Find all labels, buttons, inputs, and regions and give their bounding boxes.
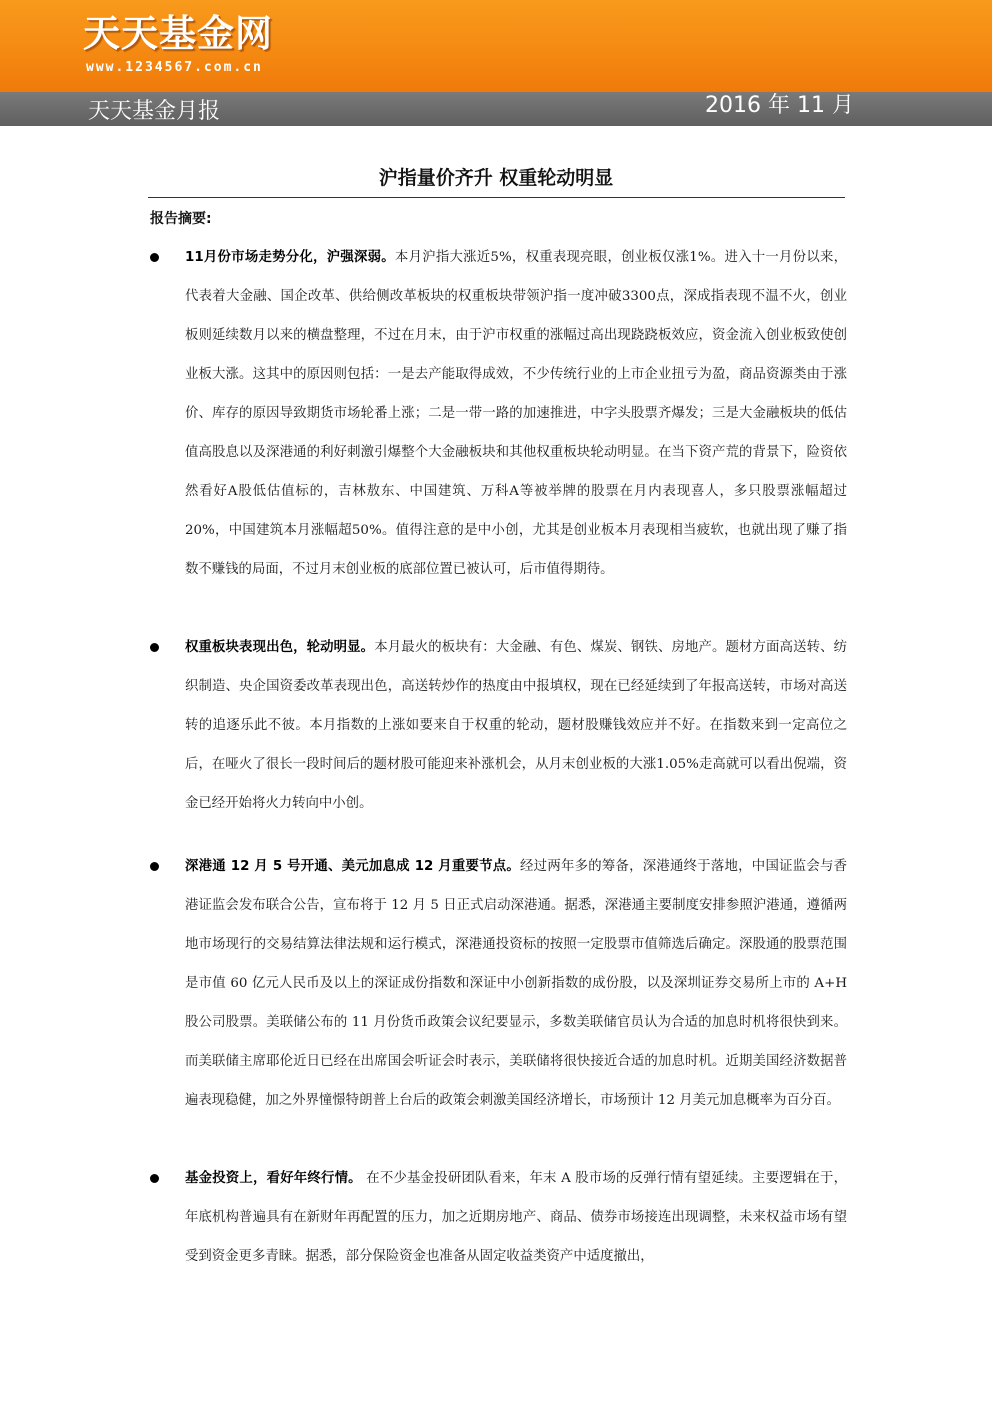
bullet-body: 经过两年多的筹备，深港通终于落地，中国证监会与香港证监会发布联合公告，宣布将于 12 月 5 日正式启动深港通。据悉，深港通主要制度安排参照沪港通，遵循两地市场现行的交易结算法律法规和运行模式，深港通投资标的按照一定股票市值筛选后确定。深股通的股票范围是市值 60 亿元人民币及以上的深证成份指数和深证中小创新指数的成份股，以及深圳证券交易所上市的 A+H 股公司股票。美联储公布的 11 月份货币政策会议纪要显示，多数美联储官员认为合适的加息时机将很快到来。而美联储主席耶伦近日已经在出席国会听证会时表示，美联储将很快接近合适的加息时机。近期美国经济数据普遍表现稳健，加之外界憧憬特朗普上台后的政策会刺激美国经济增长，市场预计 12 月美元加息概率为百分百。 <box>185 859 847 1108</box>
summary-label: 报告摘要: <box>150 211 212 227</box>
report-date: 2016 年 11 月 <box>705 93 854 118</box>
bullet-body: 本月最火的板块有：大金融、有色、煤炭、钢铁、房地产。题材方面高送转、纺织制造、央企国资委改革表现出色，高送转炒作的热度由中报填权，现在已经延续到了年报高送转，市场对高送转的追逐乐此不彼。本月指数的上涨如要来自于权重的轮动，题材股赚钱效应并不好。在指数来到一定高位之后，在哑火了很长一段时间后的题材股可能迎来补涨机会，从月末创业板的大涨1.05%走高就可以看出倪端，资金已经开始将火力转向中小创。 <box>185 640 848 811</box>
bullet-heading: 深港通 12 月 5 号开通、美元加息成 12 月重要节点。 <box>185 859 521 874</box>
title-divider <box>148 197 845 198</box>
bullet-text <box>185 238 847 589</box>
bullet-text <box>185 847 847 1120</box>
bullet-body: 本月沪指大涨近5%，权重表现亮眼，创业板仅涨1%。进入十一月份以来，代表着大金融、国企改革、供给侧改革板块的权重板块带领沪指一度冲破3300点，深成指表现不温不火，创业板则延续数月以来的横盘整理，不过在月末，由于沪市权重的涨幅过高出现跷跷板效应，资金流入创业板致使创业板大涨。这其中的原因则包括：一是去产能取得成效，不少传统行业的上市企业扭亏为盈，商品资源类由于涨价、库存的原因导致期货市场轮番上涨；二是一带一路的加速推进，中字头股票齐爆发；三是大金融板块的低估值高股息以及深港通的利好刺激引爆整个大金融板块和其他权重板块轮动明显。在当下资产荒的背景下，险资依然看好A股低估值标的，吉林敖东、中国建筑、万科A等被举牌的股票在月内表现喜人，多只股票涨幅超过20%，中国建筑本月涨幅超50%。值得注意的是中小创，尤其是创业板本月表现相当疲软，也就出现了赚了指数不赚钱的局面，不过月末创业板的底部位置已被认可，后市值得期待。 <box>185 250 848 577</box>
bullet-dot-icon <box>150 253 159 262</box>
site-url[interactable]: www.1234567.com.cn <box>86 60 263 75</box>
site-logo[interactable]: 天天基金网 <box>83 12 273 55</box>
article-title: 沪指量价齐升 权重轮动明显 <box>378 167 614 189</box>
bullet-heading: 权重板块表现出色，轮动明显。 <box>185 640 375 655</box>
report-name: 天天基金月报 <box>88 99 221 124</box>
bullet-dot-icon <box>150 643 159 652</box>
bullet-heading: 11月份市场走势分化，沪强深弱。 <box>185 250 395 265</box>
bullet-body: 在不少基金投研团队看来，年末 A 股市场的反弹行情有望延续。主要逻辑在于，年底机构普遍具有在新财年再配置的压力，加之近期房地产、商品、债券市场接连出现调整，未来权益市场有望受到资金更多青睐。据悉，部分保险资金也准备从固定收益类资产中适度撤出， <box>185 1171 848 1264</box>
bullet-heading: 基金投资上，看好年终行情。 <box>185 1171 362 1186</box>
bullet-text <box>185 1159 847 1276</box>
bullet-dot-icon <box>150 862 159 871</box>
bullet-text <box>185 628 847 823</box>
bullet-dot-icon <box>150 1174 159 1183</box>
